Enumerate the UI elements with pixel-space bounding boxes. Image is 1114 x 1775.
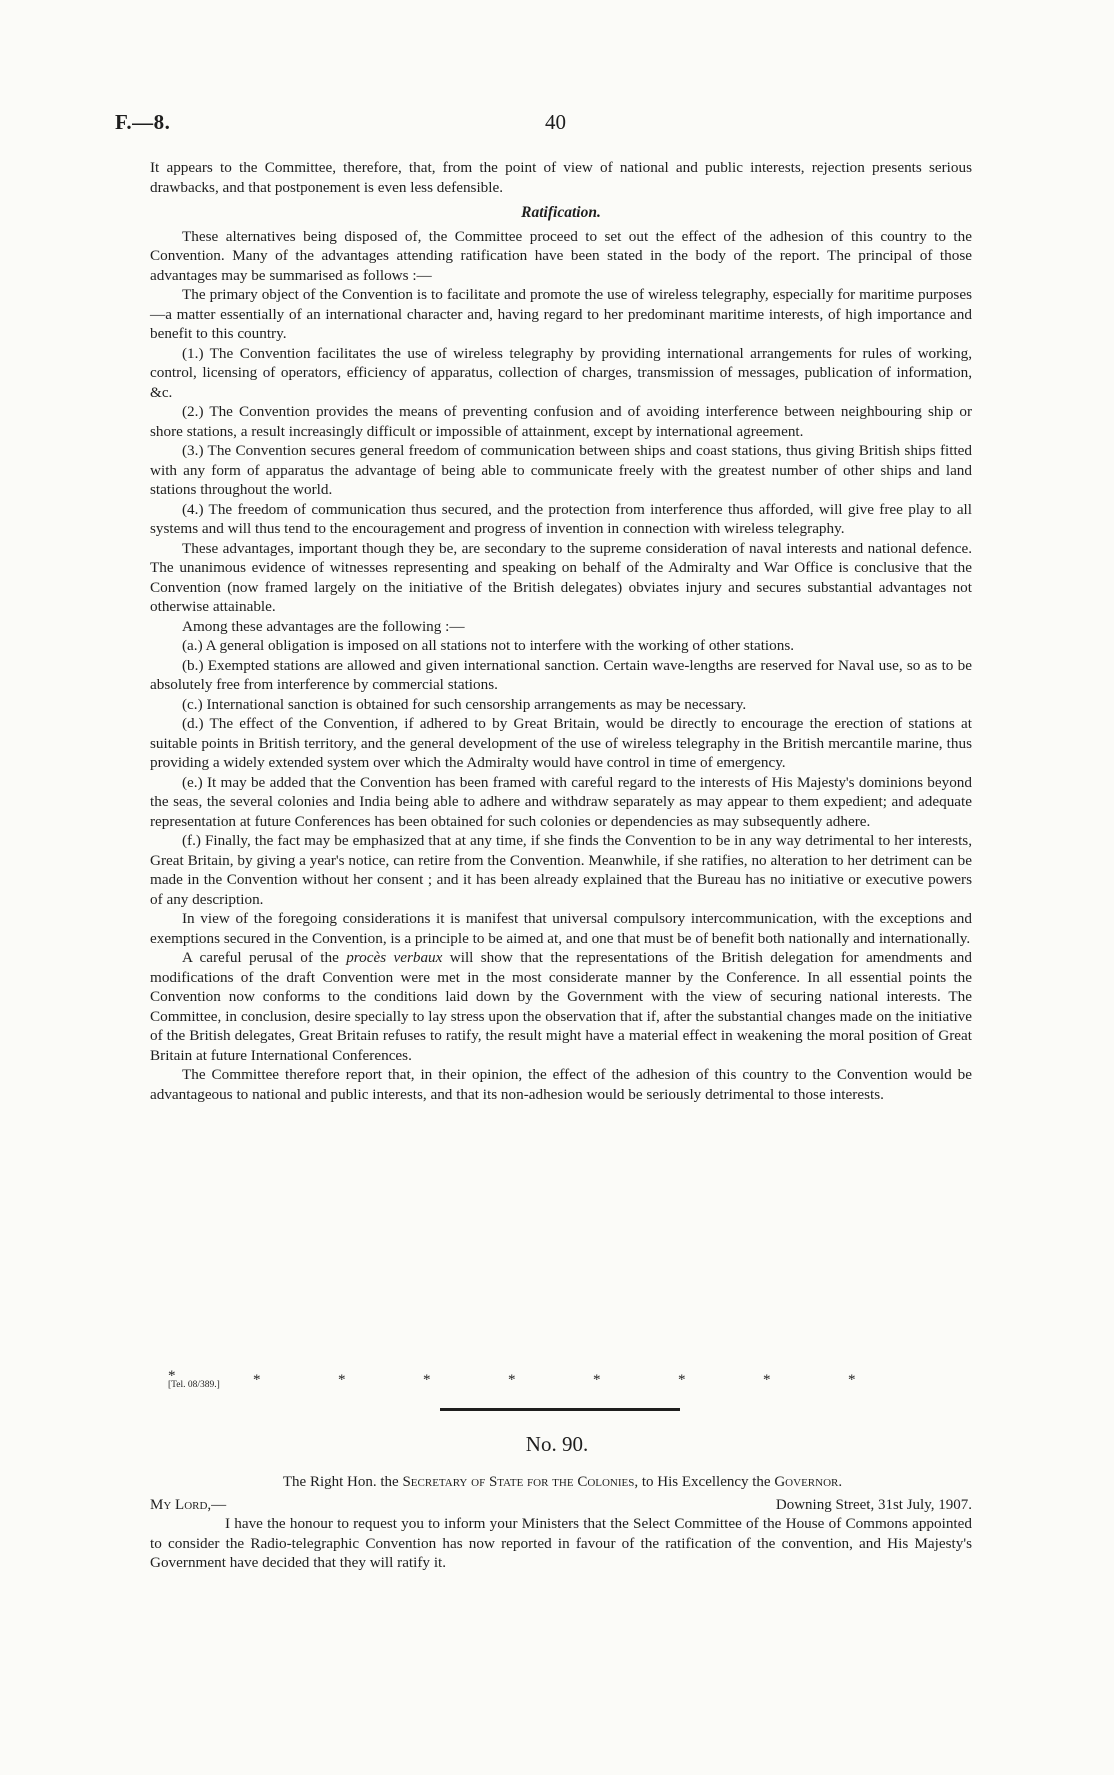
letter-body bbox=[150, 1514, 972, 1573]
paragraph-among-advantages: Among these advantages are the following :— bbox=[182, 617, 465, 635]
list-item-e: (e.) It may be added that the Convention has been framed with careful regard to the interests of His Majesty's dominions beyond the seas, the several colonies and India being able to adhere and withdraw separately as may appear to them expedient; and adequate representation at future Conferences has been obtained for such colonies or dependencies as may subsequently adhere. bbox=[150, 773, 972, 830]
asterisk-mark: * bbox=[678, 1372, 686, 1388]
asterisk-mark: * bbox=[423, 1372, 431, 1388]
section-heading-ratification: Ratification. bbox=[521, 204, 601, 221]
report-body bbox=[150, 158, 972, 1104]
salutation: My Lord,— bbox=[150, 1497, 227, 1513]
list-item-1: (1.) The Convention facilitates the use of wireless telegraphy by providing international arrangements for rules of working, control, licensing of operators, efficiency of apparatus, collection of charges, transmission of messages, publication of information, &c. bbox=[150, 344, 972, 401]
asterisk-mark: * bbox=[848, 1372, 856, 1388]
list-item-2: (2.) The Convention provides the means of preventing confusion and of avoiding interference between neighbouring ship or shore stations, a result increasingly difficult or impossible of attainment, except by international agreement. bbox=[150, 403, 972, 440]
text-segment: , to His Excellency the bbox=[634, 1474, 775, 1490]
paragraph-alternatives: These alternatives being disposed of, the Committee proceed to set out the effect of the adhesion of this country to the Convention. Many of the advantages attending ratification have been stated in the body of the report. The principal of those advantages may be summarised as follows :— bbox=[150, 227, 972, 284]
asterisk-mark: * bbox=[763, 1372, 771, 1388]
text-segment: will show that the representations of the British delegation for amendments and modifications of the draft Convention were met in the most considerate manner by the Conference. In all essential points the Convention now conforms to the conditions laid down by the Government with the view of securing national interests. The Committee, in conclusion, desire specially to lay stress upon the observation that if, after the substantial changes made on the initiative of the British delegates, Great Britain refuses to ratify, the result might have a material effect in weakening the moral position of Great Britain at future International Conferences. bbox=[150, 949, 972, 1064]
asterisk-mark: * bbox=[253, 1372, 261, 1388]
sender-title: Secretary of State for the Colonies bbox=[402, 1474, 635, 1490]
italic-term: procès verbaux bbox=[346, 949, 443, 966]
asterisk-mark: * bbox=[338, 1372, 346, 1388]
text-segment: The Right Hon. the bbox=[282, 1474, 403, 1490]
paragraph-intercommunication: In view of the foregoing considerations it is manifest that universal compulsory intercommunication, with the exceptions and exemptions secured in the Convention, is a principle to be aimed at, and one that must be of benefit both nationally and internationally. bbox=[150, 910, 972, 947]
telegram-reference: [Tel. 08/389.] bbox=[168, 1380, 220, 1390]
address-line bbox=[155, 1473, 970, 1493]
asterisk-mark: * bbox=[593, 1372, 601, 1388]
separator-row bbox=[168, 1368, 968, 1394]
dateline: Downing Street, 31st July, 1907. bbox=[775, 1497, 972, 1513]
list-item-c: (c.) International sanction is obtained for such censorship arrangements as may be necessary. bbox=[182, 695, 747, 713]
asterisk-mark: * bbox=[168, 1368, 176, 1384]
asterisk-mark: * bbox=[508, 1372, 516, 1388]
document-number: No. 90. bbox=[525, 1432, 589, 1456]
list-item-f: (f.) Finally, the fact may be emphasized that at any time, if she finds the Convention to be in any way detrimental to her interests, Great Britain, by giving a year's notice, can retire from the Convention. Meanwhile, if she ratifies, no alteration to her detriment can be made in the Convention without her consent ; and it has been already explained that the Bureau has no initiative or executive powers of any description. bbox=[150, 832, 972, 908]
document-code: F.—8. bbox=[115, 110, 171, 134]
list-item-d: (d.) The effect of the Convention, if adhered to by Great Britain, would be directly to encourage the erection of stations at suitable points in British territory, and the general development of the use of wireless telegraphy in the British mercantile marine, thus providing a widely extended system over which the Admiralty would have control in time of emergency. bbox=[150, 715, 972, 771]
paragraph-conclusion: The Committee therefore report that, in their opinion, the effect of the adhesion of this country to the Convention would be advantageous to national and public interests, and that its non-adhesion would be seriously detrimental to those interests. bbox=[150, 1066, 972, 1103]
paragraph-rejection: It appears to the Committee, therefore, that, from the point of view of national and public interests, rejection presents serious drawbacks, and that postponement is even less defensible. bbox=[150, 159, 972, 196]
text-segment: A careful perusal of the bbox=[182, 949, 347, 966]
page-number: 40 bbox=[545, 110, 566, 134]
paragraph-proces-verbaux bbox=[150, 948, 972, 1065]
list-item-4: (4.) The freedom of communication thus secured, and the protection from interference thus afforded, will give free play to all systems and will thus tend to the encouragement and progress of invention in connection with wireless telegraphy. bbox=[150, 500, 972, 537]
list-item-3: (3.) The Convention secures general freedom of communication between ships and coast stations, thus giving British ships fitted with any form of apparatus the advantage of being able to communicate freely with the greatest number of other ships and land stations throughout the world. bbox=[150, 442, 972, 498]
horizontal-rule bbox=[440, 1408, 680, 1411]
paragraph-primary-object: The primary object of the Convention is to facilitate and promote the use of wireless telegraphy, especially for maritime purposes—a matter essentially of an international character and, having regard to her predominant maritime interests, of high importance and benefit to this country. bbox=[150, 286, 972, 342]
letter-paragraph: I have the honour to request you to inform your Ministers that the Select Committee of the House of Commons appointed to consider the Radio-telegraphic Convention has now reported in favour of the ratification of the convention, and His Majesty's Government have decided that they will ratify it. bbox=[150, 1515, 972, 1571]
list-item-a: (a.) A general obligation is imposed on all stations not to interfere with the working of other stations. bbox=[182, 637, 795, 654]
list-item-b: (b.) Exempted stations are allowed and given international sanction. Certain wave-lengths are reserved for Naval use, so as to be absolutely free from interference by commercial stations. bbox=[150, 656, 972, 693]
paragraph-naval-interests: These advantages, important though they be, are secondary to the supreme consideration of naval interests and national defence. The unanimous evidence of witnesses representing and speaking on behalf of the Admiralty and War Office is conclusive that the Convention (now framed largely on the initiative of the British delegates) obviates injury and secures substantial advantages not otherwise attainable. bbox=[150, 539, 972, 615]
recipient-title: Governor. bbox=[774, 1474, 843, 1490]
